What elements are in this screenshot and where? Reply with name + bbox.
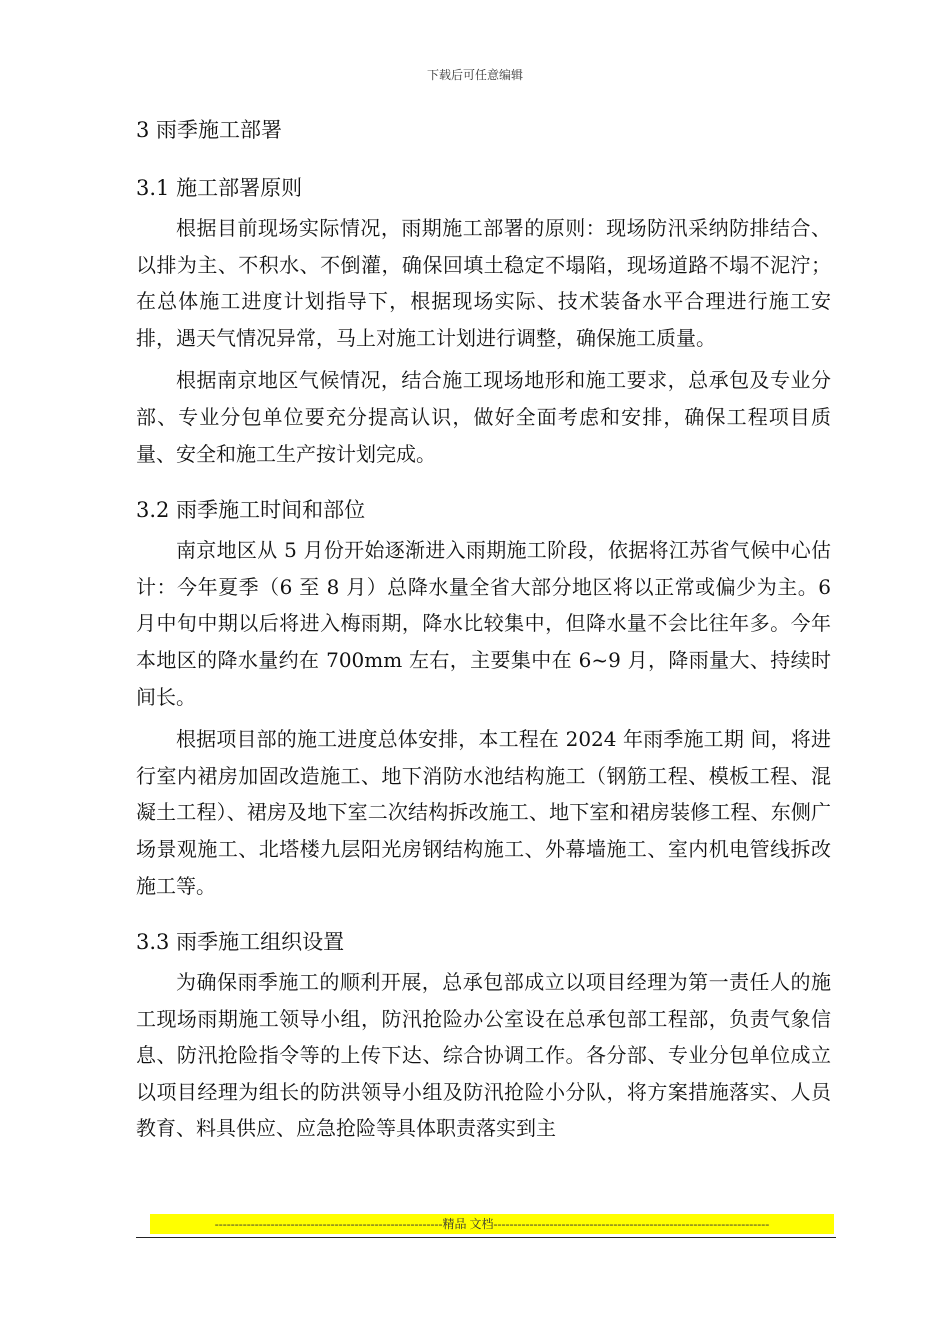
paragraph: 南京地区从 5 月份开始逐渐进入雨期施工阶段，依据将江苏省气候中心估计：今年夏季（6 至 8 月）总降水量全省大部分地区将以正常或偏少为主。6 月中旬中期以后将进入梅雨期，降水比较集中，但降水量不会比往年多。今年本地区的降水量约在 700mm 左右，主要集中在 6~9 月，降雨量大、持续时间长。 [136,538,831,709]
subsection-title-3-1: 3.1 施工部署原则 [136,176,303,200]
page-footer [136,1214,836,1238]
paragraph: 为确保雨季施工的顺利开展，总承包部成立以项目经理为第一责任人的施工现场雨期施工领导小组，防汛抢险办公室设在总承包部工程部，负责气象信息、防汛抢险指令等的上传下达、综合协调工作。各分部、专业分包单位成立以项目经理为组长的防洪领导小组及防汛抢险小分队，将方案措施落实、人员教育、料具供应、应急抢险等具体职责落实到主 [136,970,831,1141]
paragraph: 根据目前现场实际情况，雨期施工部署的原则：现场防汛采纳防排结合、以排为主、不积水、不倒灌，确保回填土稳定不塌陷，现场道路不塌不泥泞；在总体施工进度计划指导下，根据现场实际、技术装备水平合理进行施工安排，遇天气情况异常，马上对施工计划进行调整，确保施工质量。 [136,216,831,350]
subsection-title-3-2: 3.2 雨季施工时间和部位 [136,498,366,523]
footer-highlight-bar: ---------------------------------------------------------精品 文档--------------------------------------------------------------------- [150,1214,834,1234]
subsection-title-3-3: 3.3 雨季施工组织设置 [136,930,345,955]
footer-divider [136,1237,836,1238]
paragraph: 根据南京地区气候情况，结合施工现场地形和施工要求，总承包及专业分部、专业分包单位要充分提高认识，做好全面考虑和安排，确保工程项目质量、安全和施工生产按计划完成。 [136,368,831,466]
page-header-note: 下载后可任意编辑 [426,68,523,82]
document-body [136,114,831,1153]
section-title: 3 雨季施工部署 [136,118,283,142]
paragraph: 根据项目部的施工进度总体安排，本工程在 2024 年雨季施工期 间，将进行室内裙房加固改造施工、地下消防水池结构施工（钢筋工程、模板工程、混凝土工程）、裙房及地下室二次结构拆改施工、地下室和裙房装修工程、东侧广场景观施工、北塔楼九层阳光房钢结构施工、外幕墙施工、室内机电管线拆改施工等。 [136,727,831,898]
